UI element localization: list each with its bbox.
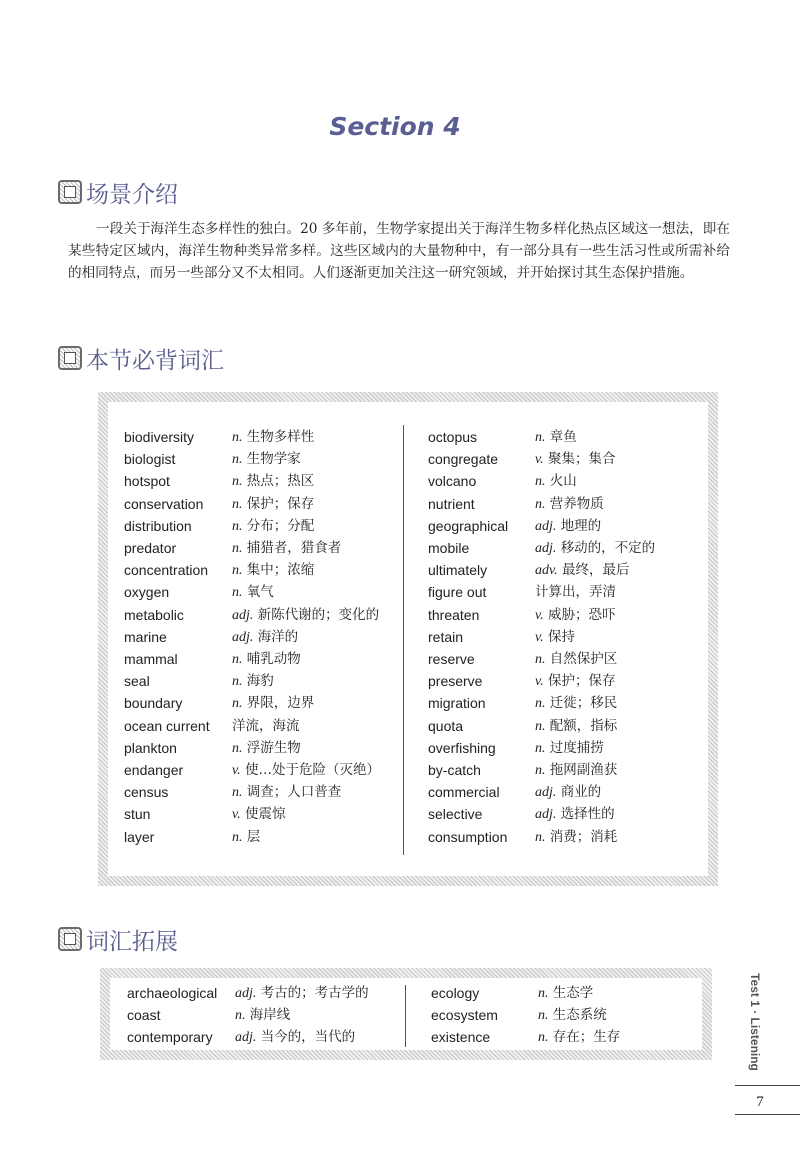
- vocab-definition: [235, 982, 369, 1005]
- vocab-word: predator: [124, 540, 177, 556]
- vocab-pos: n.: [232, 496, 243, 512]
- heading-scene-label: 场景介绍: [86, 181, 178, 208]
- vocab-definition: [232, 493, 314, 516]
- vocab-word: quota: [428, 717, 464, 734]
- vocab-meaning: 配额，指标: [549, 717, 618, 734]
- vocab-pos: n.: [232, 430, 243, 445]
- vocab-meaning: 生物多样性: [246, 429, 315, 445]
- vocab-word: consumption: [428, 828, 508, 845]
- vocab-pos: n.: [235, 1008, 246, 1023]
- vocab-definition: [232, 515, 314, 538]
- vocab-definition: [232, 737, 301, 760]
- vocab-pos: v.: [535, 607, 544, 623]
- vocab-meaning: 调查；人口普查: [246, 784, 342, 801]
- vocab-word: mobile: [428, 540, 470, 556]
- vocab-meaning: 商业的: [560, 784, 602, 801]
- vocab-meaning: 热点；热区: [246, 473, 315, 490]
- vocab-pos: n.: [535, 763, 546, 778]
- vocab-pos: n.: [232, 740, 243, 756]
- vocab-meaning: 存在；生存: [552, 1029, 621, 1045]
- vocab-meaning: 集中；浓缩: [246, 562, 315, 579]
- vocab-definition: [535, 448, 615, 471]
- vocab-definition: [232, 803, 285, 826]
- vocab-word: biodiversity: [124, 429, 195, 445]
- vocab-pos: adj.: [235, 986, 257, 1001]
- vocab-pos: n.: [232, 541, 243, 556]
- vocab-meaning: 分布；分配: [246, 517, 315, 534]
- vocab-meaning: 氧气: [246, 584, 274, 601]
- vocab-pos: v.: [232, 763, 241, 778]
- vocab-pos: v.: [535, 674, 544, 690]
- vocab-meaning: 使震惊: [244, 806, 286, 823]
- vocab-pos: adv.: [535, 563, 558, 579]
- vocab-word: biologist: [124, 451, 176, 468]
- vocab-pos: adj.: [232, 629, 254, 645]
- vocab-meaning: 保持: [547, 628, 575, 645]
- vocab-meaning: 洋流，海流: [232, 717, 300, 734]
- vocab-word: volcano: [428, 473, 477, 490]
- vocab-word: metabolic: [124, 606, 184, 623]
- vocab-definition: [538, 982, 593, 1005]
- vocab-definition: [535, 537, 655, 560]
- vocab-word: conservation: [124, 495, 204, 512]
- vocab-word: plankton: [124, 739, 177, 756]
- vocab-definition: [535, 626, 575, 649]
- vocab-definition: [535, 515, 601, 538]
- vocab-meaning: 当今的，当代的: [260, 1029, 356, 1045]
- vocab-pos: n.: [538, 1008, 549, 1023]
- vocab-pos: n.: [535, 740, 546, 756]
- vocab-meaning: 拖网副渔获: [549, 762, 618, 778]
- vocab-word: mammal: [124, 651, 178, 667]
- vocab-divider: [403, 425, 404, 855]
- vocab-meaning: 生态系统: [552, 1007, 607, 1023]
- vocab-word: concentration: [124, 562, 209, 579]
- vocab-word: hotspot: [124, 473, 170, 490]
- vocab-meaning: 计算出，弄清: [535, 584, 616, 601]
- vocab-meaning: 移动的，不定的: [560, 540, 656, 556]
- vocab-definition: [232, 426, 314, 449]
- vocab-definition: [232, 759, 380, 782]
- vocab-definition: [535, 559, 629, 582]
- vocab-word: coast: [127, 1007, 161, 1023]
- vocab-word: octopus: [428, 429, 478, 445]
- vocab-word: ecosystem: [431, 1007, 498, 1023]
- vocab-word: census: [124, 784, 169, 801]
- vocab-word: threaten: [428, 606, 480, 623]
- vocab-pos: v.: [232, 807, 241, 823]
- heading-extension-label: 词汇拓展: [86, 928, 178, 955]
- vocab-pos: n.: [232, 518, 243, 534]
- vocab-definition: [232, 448, 301, 471]
- vocab-pos: n.: [232, 696, 243, 712]
- vocab-word: boundary: [124, 695, 183, 712]
- vocab-word: seal: [124, 673, 150, 690]
- vocab-definition: [232, 692, 314, 715]
- vocab-word: migration: [428, 695, 486, 712]
- heading-box-icon: [58, 180, 82, 204]
- vocab-definition: [535, 826, 617, 849]
- extension-table-left: [127, 982, 397, 1048]
- vocab-definition: [232, 581, 274, 604]
- vocab-word: existence: [431, 1029, 491, 1045]
- vocab-word: congregate: [428, 451, 499, 468]
- vocab-table-right: [428, 426, 698, 846]
- vocab-meaning: 生态学: [552, 985, 594, 1001]
- vocab-meaning: 聚集；集合: [547, 451, 616, 468]
- vocab-definition: [232, 715, 300, 737]
- vocab-meaning: 保护；保存: [246, 495, 315, 512]
- vocab-pos: n.: [232, 563, 243, 579]
- heading-vocab: [58, 341, 224, 375]
- vocab-meaning: 消费；消耗: [549, 828, 618, 845]
- vocab-definition: [535, 426, 577, 449]
- vocab-pos: n.: [535, 474, 546, 490]
- vocab-meaning: 章鱼: [549, 429, 577, 445]
- vocab-pos: n.: [232, 674, 243, 690]
- heading-box-icon: [58, 927, 82, 951]
- vocab-word: ecology: [431, 985, 480, 1001]
- vocab-meaning: 威胁；恐吓: [547, 606, 616, 623]
- footer-rule-top: [735, 1085, 800, 1086]
- vocab-definition: [535, 670, 615, 693]
- vocab-meaning: 层: [246, 828, 261, 845]
- vocab-pos: n.: [232, 452, 243, 468]
- vocab-word: by-catch: [428, 762, 481, 778]
- vocab-table-left: [124, 426, 394, 846]
- vocab-definition: [535, 692, 617, 715]
- vocab-definition: [535, 470, 577, 493]
- vocab-meaning: 营养物质: [549, 495, 604, 512]
- vocab-meaning: 自然保护区: [549, 651, 618, 667]
- vocab-definition: [232, 537, 341, 560]
- vocab-definition: [235, 1004, 290, 1027]
- vocab-pos: n.: [538, 986, 549, 1001]
- vocab-definition: [232, 648, 301, 671]
- vocab-pos: n.: [535, 652, 546, 667]
- extension-divider: [405, 985, 406, 1047]
- vocab-meaning: 海洋的: [257, 628, 299, 645]
- vocab-meaning: 捕猎者，猎食者: [246, 540, 342, 556]
- vocab-definition: [232, 604, 379, 627]
- vocab-word: contemporary: [127, 1029, 213, 1045]
- vocab-definition: [535, 581, 616, 603]
- vocab-pos: n.: [232, 585, 243, 601]
- vocab-word: distribution: [124, 517, 192, 534]
- section-title: Section 4: [329, 112, 461, 141]
- heading-vocab-label: 本节必背词汇: [86, 347, 224, 374]
- vocab-definition: [535, 493, 604, 516]
- vocab-pos: n.: [232, 474, 243, 490]
- vocab-meaning: 浮游生物: [246, 739, 301, 756]
- vocab-definition: [232, 826, 260, 849]
- vocab-definition: [232, 559, 314, 582]
- vocab-meaning: 地理的: [560, 517, 602, 534]
- vocab-word: oxygen: [124, 584, 170, 601]
- vocab-word: nutrient: [428, 495, 475, 512]
- vocab-meaning: 海豹: [246, 673, 274, 690]
- vocab-pos: n.: [535, 718, 546, 734]
- vocab-pos: n.: [535, 496, 546, 512]
- vocab-word: preserve: [428, 673, 483, 690]
- extension-table-right: [431, 982, 701, 1048]
- vocab-pos: adj.: [535, 518, 557, 534]
- vocab-definition: [232, 470, 314, 493]
- scene-paragraph: 一段关于海洋生态多样性的独白。20 多年前，生物学家提出关于海洋生物多样化热点区域这一想法，即在某些特定区域内，海洋生物种类异常多样。这些区域内的大量物种中，有一部分具有一些生活习性或所需补给的相同特点，而另一些部分又不太相同。人们逐渐更加关注这一研究领域，并开始探讨其生态保护措施。: [68, 221, 730, 282]
- vocab-word: retain: [428, 628, 464, 645]
- vocab-definition: [232, 670, 274, 693]
- vocab-word: overfishing: [428, 739, 496, 756]
- vocab-word: marine: [124, 628, 167, 645]
- vocab-meaning: 哺乳动物: [246, 651, 301, 667]
- vocab-definition: [232, 626, 298, 649]
- vocab-meaning: 生物学家: [246, 451, 301, 468]
- vocab-pos: n.: [232, 785, 243, 801]
- vocab-definition: [538, 1026, 620, 1049]
- vocab-meaning: 使…处于危险（灭绝）: [244, 762, 380, 778]
- vocab-meaning: 过度捕捞: [549, 739, 604, 756]
- page-number: 7: [756, 1094, 764, 1110]
- vocab-pos: adj.: [535, 807, 557, 823]
- vocab-word: endanger: [124, 762, 184, 778]
- vocab-definition: [535, 781, 601, 804]
- vocab-meaning: 迁徙；移民: [549, 695, 618, 712]
- vocab-word: geographical: [428, 517, 509, 534]
- vocab-meaning: 火山: [549, 473, 577, 490]
- vocab-pos: v.: [535, 452, 544, 468]
- vocab-pos: n.: [535, 430, 546, 445]
- vocab-word: archaeological: [127, 985, 218, 1001]
- vocab-word: ocean current: [124, 717, 210, 734]
- vocab-word: figure out: [428, 584, 487, 601]
- vocab-definition: [235, 1026, 355, 1049]
- footer-rule-bottom: [735, 1114, 800, 1115]
- vocab-word: stun: [124, 806, 151, 823]
- vocab-word: ultimately: [428, 562, 488, 579]
- vocab-pos: adj.: [535, 785, 557, 801]
- vocab-definition: [535, 759, 617, 782]
- vocab-meaning: 保护；保存: [547, 673, 616, 690]
- vocab-pos: adj.: [235, 1030, 257, 1045]
- vocab-definition: [535, 803, 615, 826]
- vocab-definition: [535, 737, 604, 760]
- side-tab-label: Test 1 · Listening: [748, 973, 762, 1071]
- vocab-pos: n.: [232, 652, 243, 667]
- heading-box-icon: [58, 346, 82, 370]
- heading-scene: [58, 175, 178, 209]
- vocab-word: reserve: [428, 651, 475, 667]
- vocab-meaning: 考古的；考古学的: [260, 985, 369, 1001]
- vocab-pos: n.: [232, 829, 243, 845]
- vocab-pos: v.: [535, 629, 544, 645]
- vocab-definition: [535, 648, 617, 671]
- vocab-pos: adj.: [232, 607, 254, 623]
- side-tab: [744, 963, 766, 1081]
- vocab-meaning: 界限，边界: [246, 695, 315, 712]
- vocab-pos: adj.: [535, 541, 557, 556]
- vocab-word: commercial: [428, 784, 500, 801]
- vocab-pos: n.: [535, 829, 546, 845]
- vocab-meaning: 选择性的: [560, 806, 615, 823]
- vocab-definition: [538, 1004, 607, 1027]
- vocab-pos: n.: [538, 1030, 549, 1045]
- vocab-definition: [535, 715, 617, 738]
- vocab-word: layer: [124, 828, 155, 845]
- vocab-pos: n.: [535, 696, 546, 712]
- vocab-meaning: 新陈代谢的；变化的: [257, 606, 380, 623]
- vocab-meaning: 海岸线: [249, 1007, 291, 1023]
- vocab-definition: [232, 781, 341, 804]
- heading-extension: [58, 922, 178, 956]
- vocab-definition: [535, 604, 615, 627]
- vocab-meaning: 最终，最后: [561, 562, 630, 579]
- vocab-word: selective: [428, 806, 483, 823]
